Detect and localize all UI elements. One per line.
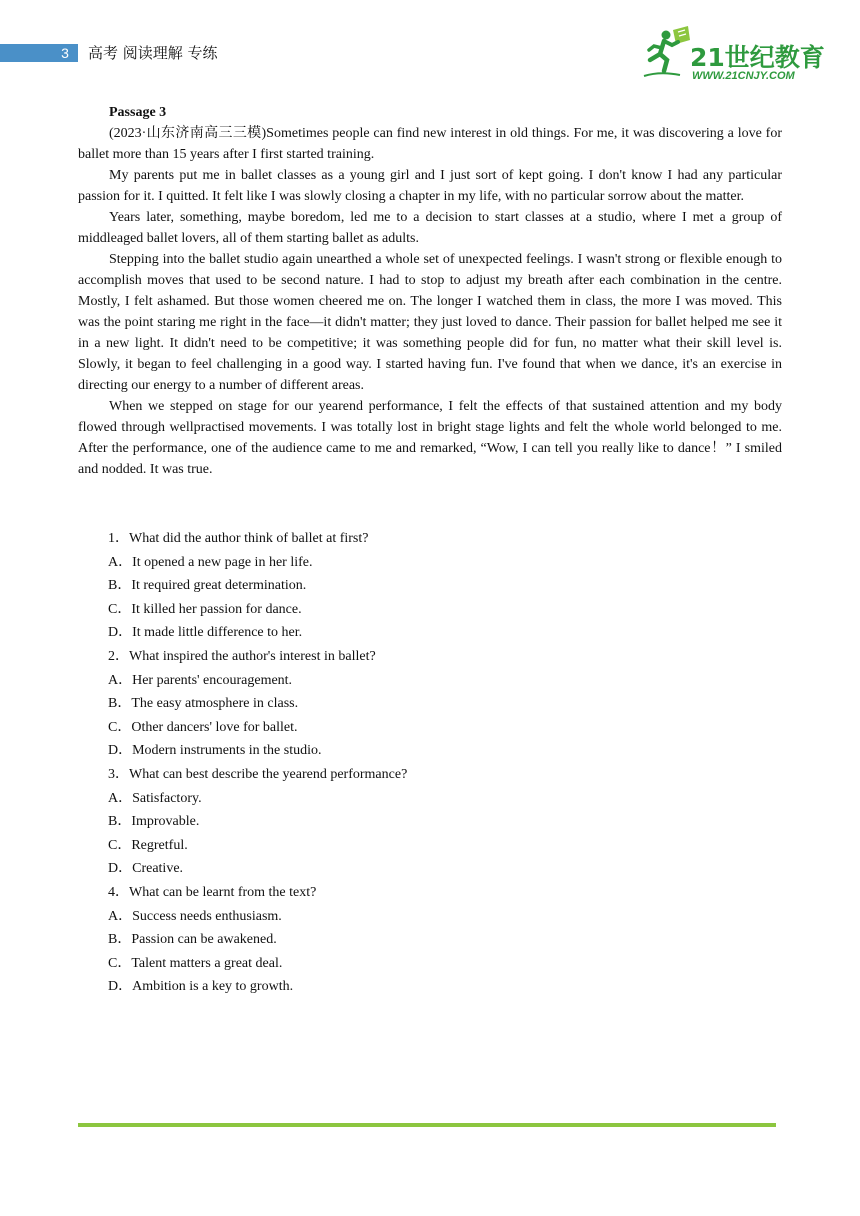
answer-option: C．Talent matters a great deal.	[108, 955, 283, 971]
answer-option: D．It made little difference to her.	[108, 625, 303, 641]
logo-text: 21世纪教育	[690, 43, 825, 72]
header-title: 高考 阅读理解 专练	[88, 44, 218, 62]
answer-option: A．Success needs enthusiasm.	[108, 908, 282, 924]
passage-title: Passage 3	[109, 105, 167, 120]
passage-paragraph: Years later, something, maybe boredom, led me to a decision to start classes at a studio, where I met a group of middleaged ballet lovers, all of them starting ballet as adults.	[78, 210, 782, 246]
page-header	[0, 0, 860, 100]
page-number: 3	[61, 45, 69, 61]
passage-paragraph: Stepping into the ballet studio again unearthed a whole set of unexpected feelings. I wasn't strong or flexible enough to accomplish moves that used to be second nature. I had to stop to adjust my breath after each combination in the centre. Mostly, I felt ashamed. But those women cheered me on. The longer I watched them in class, the more I was moved. This was the point staring me right in the face—it didn't matter; they just loved to dance. Their passion for ballet helped me see it in a new light. It didn't need to be competitive; it was something people did for fun, no matter what their skill level is. Slowly, it began to feel challenging in a good way. I started having fun. I've found that when we dance, it's an exercise in directing our energy to a number of different areas.	[78, 252, 782, 393]
answer-option: A．It opened a new page in her life.	[108, 554, 313, 570]
question-stem: 3．What can best describe the yearend performance?	[108, 766, 408, 782]
answer-option: C．It killed her passion for dance.	[108, 601, 302, 617]
answer-option: B．It required great determination.	[108, 578, 307, 594]
passage-paragraph: When we stepped on stage for our yearend performance, I felt the effects of that sustained attention and my body flowed through wellpractised movements. I was totally lost in bright stage lights and felt the whole world belonged to me. After the performance, one of the audience came to me and remarked, “Wow, I can tell you really like to dance！” I smiled and nodded. It was true.	[78, 399, 782, 477]
brand-logo	[640, 24, 825, 86]
answer-option: B．Improvable.	[108, 814, 200, 830]
answer-option: B．Passion can be awakened.	[108, 932, 277, 948]
footer-divider	[78, 1123, 776, 1127]
answer-option: C．Other dancers' love for ballet.	[108, 719, 298, 735]
answer-option: D．Modern instruments in the studio.	[108, 743, 322, 759]
answer-option: D．Creative.	[108, 861, 184, 877]
passage-paragraph: My parents put me in ballet classes as a young girl and I just sort of kept going. I don't know I had any particular passion for it. I quitted. It felt like I was slowly closing a chapter in my life, with no particular sorrow about the matter.	[78, 168, 782, 204]
question-list	[108, 527, 758, 999]
question-stem: 1．What did the author think of ballet at first?	[108, 531, 369, 546]
passage	[78, 102, 782, 480]
answer-option: A．Her parents' encouragement.	[108, 672, 293, 688]
answer-option: D．Ambition is a key to growth.	[108, 979, 294, 995]
logo-url: WWW.21CNJY.COM	[692, 70, 795, 82]
passage-paragraph: (2023·山东济南高三三模)Sometimes people can find new interest in old things. For me, it was discovering a love for ballet more than 15 years after I first started training.	[78, 126, 782, 162]
question-stem: 2．What inspired the author's interest in ballet?	[108, 648, 376, 664]
answer-option: B．The easy atmosphere in class.	[108, 696, 299, 712]
answer-option: A．Satisfactory.	[108, 790, 202, 806]
runner-logo-icon	[640, 24, 696, 82]
question-stem: 4．What can be learnt from the text?	[108, 884, 317, 900]
answer-option: C．Regretful.	[108, 837, 188, 853]
